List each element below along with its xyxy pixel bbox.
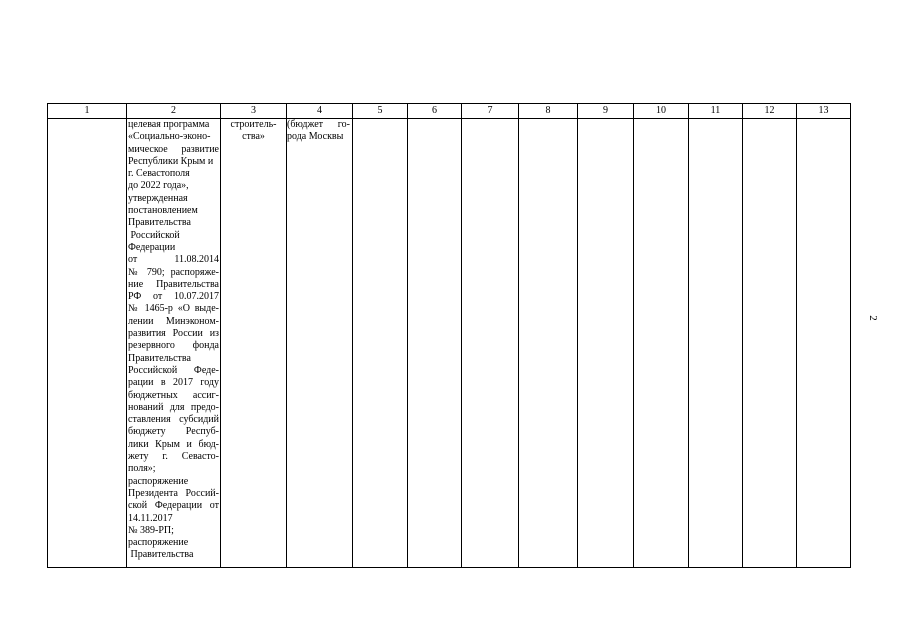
table-cell <box>48 119 127 568</box>
table-cell <box>634 119 689 568</box>
page-number: 2 <box>866 315 879 321</box>
table-cell <box>689 119 743 568</box>
column-header: 9 <box>578 104 634 119</box>
column-header: 4 <box>287 104 353 119</box>
table-row <box>48 119 851 568</box>
data-table <box>47 103 851 568</box>
table-cell <box>519 119 578 568</box>
table-cell <box>408 119 462 568</box>
column-header: 1 <box>48 104 127 119</box>
table-cell <box>353 119 408 568</box>
column-header: 3 <box>221 104 287 119</box>
table-cell <box>743 119 797 568</box>
column-header: 12 <box>743 104 797 119</box>
column-header: 2 <box>127 104 221 119</box>
construction-cell: строитель- ства» <box>221 119 287 568</box>
column-header: 10 <box>634 104 689 119</box>
table-cell <box>578 119 634 568</box>
column-header: 13 <box>797 104 851 119</box>
table-cell <box>462 119 519 568</box>
column-header: 5 <box>353 104 408 119</box>
column-header: 8 <box>519 104 578 119</box>
budget-source-cell: (бюджет го- рода Москвы <box>287 119 353 568</box>
table-header-row <box>48 104 851 119</box>
program-description-cell: целевая программа «Социально-эконо- мическое развитие Республики Крым и г. Севастополя до 2022 года», утвержденная постановлением Правительства Российской Федерации от 11.08.2014 № 790; распоряже- ние Правительства РФ от 10.07.2017 № 1465-р «О выде- лении Минэконом- развития России из резервного фонда Правительства Российской Феде- рации в 2017 году бюджетных ассиг- нований для предо- ставления субсидий бюджету Респуб- лики Крым и бюд- жету г. Севасто- поля»; распоряжение Президента Россий- ской Федерации от 14.11.2017 № 389-РП; распоряжение Правительства <box>127 119 221 568</box>
column-header: 11 <box>689 104 743 119</box>
column-header: 7 <box>462 104 519 119</box>
table-cell <box>797 119 851 568</box>
column-header: 6 <box>408 104 462 119</box>
